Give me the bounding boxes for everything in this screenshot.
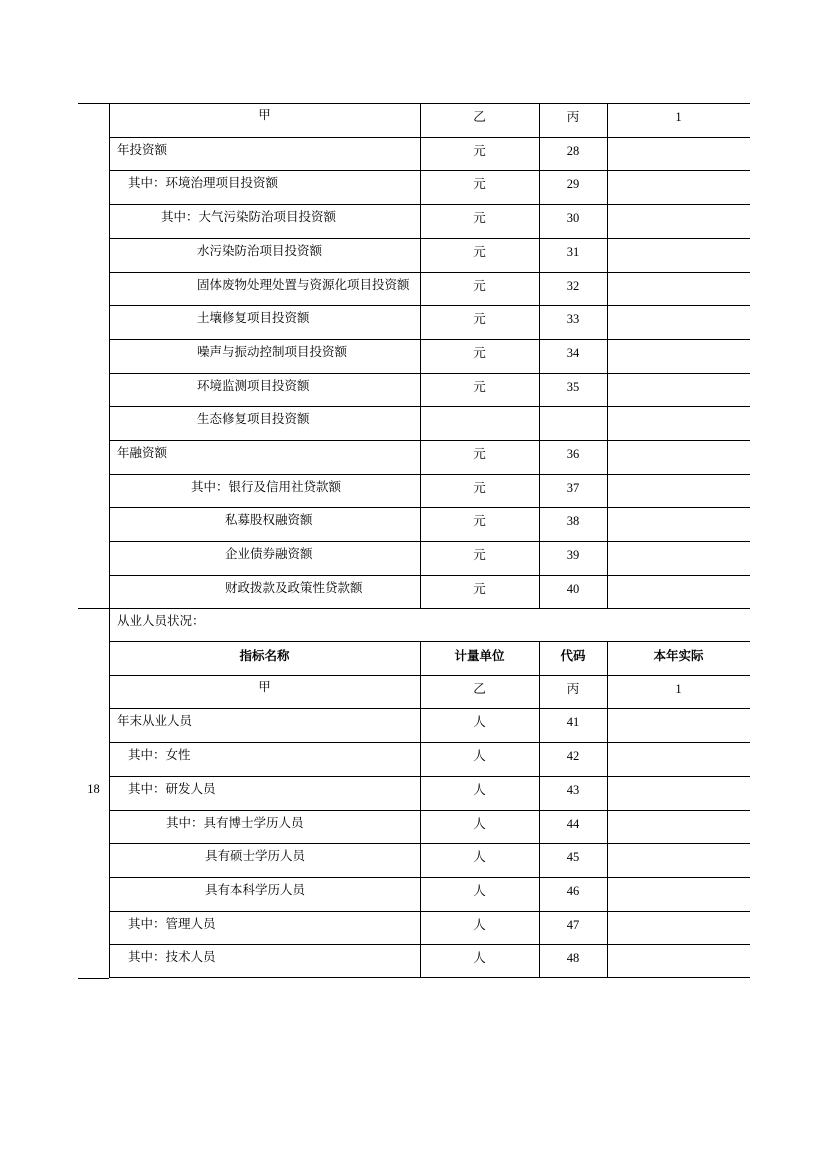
- row-name: 年投资额: [117, 141, 168, 157]
- row-code: 31: [566, 244, 580, 259]
- row-code: 35: [566, 379, 580, 394]
- column-rule: [607, 641, 608, 977]
- header2-name-jia: 甲: [258, 679, 271, 694]
- row-unit: 元: [473, 344, 486, 360]
- row-code: 41: [566, 715, 580, 730]
- row-unit: 元: [473, 513, 486, 529]
- table-rule: [109, 843, 750, 844]
- table-rule: [109, 272, 750, 273]
- row-unit: 人: [473, 882, 486, 898]
- row-unit: 元: [473, 580, 486, 596]
- table-rule: [109, 137, 750, 138]
- section-divider: [78, 608, 750, 609]
- row-unit: 人: [473, 714, 486, 730]
- column-rule: [420, 641, 421, 977]
- row-code: 46: [566, 883, 580, 898]
- table-rule: [109, 877, 750, 878]
- row-unit: 元: [473, 446, 486, 461]
- table-rule: [109, 810, 750, 811]
- row-name: 其中：环境治理项目投资额: [128, 175, 279, 191]
- row-unit: 元: [473, 277, 486, 293]
- row-name: 年融资额: [117, 445, 168, 460]
- row-code: 37: [566, 480, 580, 495]
- table-rule: [109, 708, 750, 709]
- row-name: 其中：研发人员: [128, 780, 216, 796]
- table-rule: [109, 675, 750, 676]
- section-number: 18: [87, 782, 100, 796]
- row-name: 其中：技术人员: [128, 949, 216, 965]
- column-rule: [539, 641, 540, 977]
- row-unit: 人: [473, 849, 486, 865]
- row-code: 40: [566, 581, 580, 596]
- table-rule: [109, 776, 750, 777]
- row-name: 土壤修复项目投资额: [197, 310, 310, 326]
- header-unit-yi: 乙: [473, 109, 486, 124]
- row-unit: 元: [473, 479, 486, 495]
- row-unit: 元: [473, 243, 486, 259]
- row-code: 30: [566, 211, 580, 226]
- row-unit: 人: [473, 950, 486, 966]
- table-rule: [109, 474, 750, 475]
- header2-unit-yi: 乙: [473, 681, 486, 696]
- table-rule: [109, 440, 750, 441]
- row-name: 其中：银行及信用社贷款额: [191, 478, 342, 494]
- row-name: 其中：女性: [128, 747, 191, 763]
- row-code: 44: [566, 816, 580, 831]
- row-name: 固体废物处理处置与资源化项目投资额: [197, 276, 410, 292]
- table-rule: [109, 204, 750, 205]
- row-unit: 元: [473, 311, 486, 327]
- table-bottom-border: [109, 977, 750, 978]
- row-name: 具有本科学历人员: [205, 881, 306, 897]
- row-code: 38: [566, 514, 580, 529]
- row-unit: 元: [473, 547, 486, 563]
- row-unit: 元: [473, 378, 486, 394]
- col-header-value: 本年实际: [653, 648, 704, 663]
- column-rule: [420, 103, 421, 609]
- column-rule: [539, 103, 540, 609]
- row-code: 33: [566, 312, 580, 327]
- row-name: 其中：管理人员: [128, 915, 216, 931]
- row-unit: 人: [473, 815, 486, 831]
- col-header-name: 指标名称: [239, 648, 290, 663]
- row-code: 28: [566, 143, 580, 158]
- table-rule: [109, 339, 750, 340]
- table-rule: [109, 742, 750, 743]
- table-bottom-border: [78, 978, 109, 979]
- row-code: 32: [566, 278, 580, 293]
- row-name: 其中：大气污染防治项目投资额: [161, 209, 337, 225]
- col-header-unit: 计量单位: [454, 648, 505, 663]
- row-code: 36: [566, 447, 580, 461]
- table-rule: [109, 541, 750, 542]
- table-rule: [109, 238, 750, 239]
- row-code: 29: [566, 177, 580, 192]
- row-name: 年末从业人员: [117, 713, 193, 729]
- row-code: 34: [566, 345, 580, 360]
- table-rule: [109, 507, 750, 508]
- header-code-bing: 丙: [566, 109, 580, 124]
- row-name: 水污染防治项目投资额: [197, 242, 323, 258]
- row-unit: 人: [473, 781, 486, 797]
- header2-code-bing: 丙: [566, 681, 580, 696]
- column-rule: [607, 103, 608, 609]
- table-rule: [109, 575, 750, 576]
- table-rule: [109, 641, 750, 642]
- row-name: 环境监测项目投资额: [197, 377, 310, 393]
- header2-value-1: 1: [675, 682, 682, 696]
- table-rule: [109, 170, 750, 171]
- section-title: 从业人员状况：: [117, 613, 205, 628]
- table-rule: [109, 911, 750, 912]
- row-name: 噪声与振动控制项目投资额: [197, 343, 348, 359]
- header-value-1: 1: [675, 110, 682, 124]
- row-unit: 人: [473, 748, 486, 764]
- table-rule: [109, 305, 750, 306]
- col-header-code: 代码: [560, 648, 586, 663]
- table-rule: [109, 373, 750, 374]
- row-code: 39: [566, 548, 580, 563]
- row-name: 财政拨款及政策性贷款额: [225, 579, 363, 595]
- header-name-jia: 甲: [258, 107, 271, 122]
- row-name: 具有硕士学历人员: [205, 848, 306, 864]
- row-code: 42: [566, 749, 580, 764]
- row-unit: 人: [473, 916, 486, 932]
- row-code: 47: [566, 917, 580, 932]
- row-name: 私募股权融资额: [225, 512, 313, 528]
- row-code: 45: [566, 850, 580, 865]
- row-code: 48: [566, 951, 580, 966]
- table-top-border: [78, 103, 750, 104]
- row-unit: 元: [473, 176, 486, 192]
- column-rule: [109, 103, 110, 978]
- row-code: 43: [566, 782, 580, 797]
- row-unit: 元: [473, 142, 486, 158]
- row-name: 企业债券融资额: [225, 546, 313, 562]
- row-name: 其中：具有博士学历人员: [166, 814, 304, 830]
- row-name: 生态修复项目投资额: [197, 411, 310, 427]
- table-rule: [109, 944, 750, 945]
- table-rule: [109, 406, 750, 407]
- row-unit: 元: [473, 210, 486, 226]
